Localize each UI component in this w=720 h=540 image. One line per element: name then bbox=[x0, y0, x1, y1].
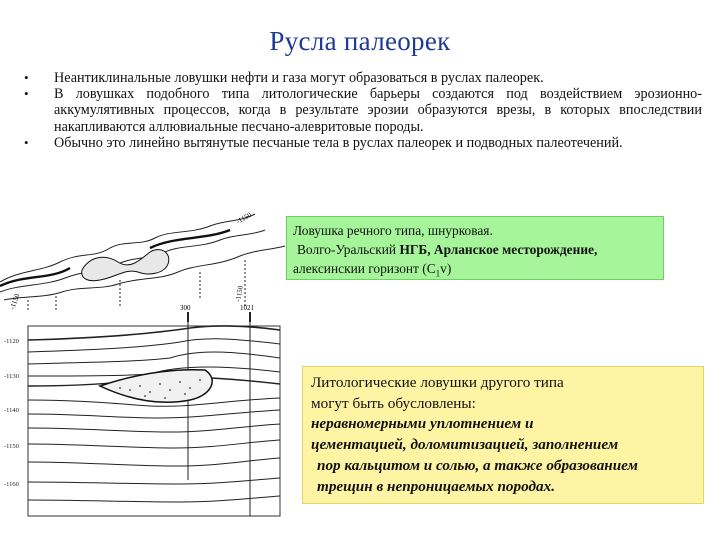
cross-section bbox=[28, 312, 280, 516]
bullet-dot: • bbox=[24, 134, 29, 150]
bullet-text: Обычно это линейно вытянутые песчаные тела в руслах палеорек и подводных палеотечений. bbox=[54, 134, 623, 151]
depth-label: -1160 bbox=[4, 481, 19, 488]
note-emphasis: трещин в непроницаемых породах. bbox=[317, 477, 556, 495]
bullet-dot: • bbox=[24, 70, 29, 85]
note-line bbox=[311, 414, 695, 435]
note-line: Литологические ловушки другого типа bbox=[311, 374, 564, 391]
well-label: 1021 bbox=[240, 304, 254, 312]
bullet-text: В ловушках подобного типа литологические барьеры создаются под воздействием эрозионно-аккумулятивных процессов, когда в результате эрозии образуются врезы, в которых впоследствии накапливаются аллювиальные песчано-алевритовые породы. bbox=[54, 86, 702, 135]
depth-label: -1120 bbox=[4, 338, 19, 345]
caption-text: Волго-Уральский bbox=[297, 242, 400, 257]
caption-text: алексинскии горизонт (С bbox=[293, 261, 436, 276]
caption-bold-text: НГБ, Арланское месторождение, bbox=[399, 242, 598, 257]
note-box-yellow bbox=[302, 366, 704, 504]
note-emphasis: пор кальцитом и солью, а также образованием bbox=[317, 456, 638, 474]
depth-label: -1140 bbox=[4, 407, 19, 414]
geologic-figure bbox=[0, 200, 300, 530]
note-emphasis: неравномерными уплотнением и bbox=[311, 415, 534, 433]
caption-line bbox=[293, 240, 657, 259]
caption-subscript: 1 bbox=[435, 268, 441, 279]
caption-box-green bbox=[286, 216, 664, 280]
caption-line: Ловушка речного типа, шнурковая. bbox=[293, 223, 493, 238]
caption-line bbox=[293, 259, 657, 284]
note-emphasis: цементацией, доломитизацией, заполнением bbox=[311, 436, 619, 454]
caption-text: v) bbox=[440, 261, 452, 276]
well-label: 300 bbox=[180, 304, 191, 312]
depth-label: -1130 bbox=[4, 373, 19, 380]
note-line: могут быть обусловлены: bbox=[311, 394, 476, 412]
bullet-item bbox=[22, 70, 702, 86]
contour-label: -1150 bbox=[8, 292, 22, 311]
bullet-item bbox=[22, 86, 702, 135]
note-line bbox=[311, 456, 695, 477]
slide-title: Русла палеорек bbox=[269, 26, 451, 56]
note-line bbox=[311, 435, 695, 456]
note-line bbox=[311, 477, 695, 498]
contour-label: -1150 bbox=[234, 285, 245, 303]
depth-label: -1150 bbox=[4, 443, 19, 450]
contour-label: -1150 bbox=[235, 210, 253, 226]
bullet-text: Неантиклинальные ловушки нефти и газа могут образоваться в руслах палеорек. bbox=[54, 70, 544, 86]
bullet-list bbox=[22, 70, 702, 151]
bullet-item bbox=[22, 135, 702, 151]
bullet-dot: • bbox=[24, 86, 29, 102]
